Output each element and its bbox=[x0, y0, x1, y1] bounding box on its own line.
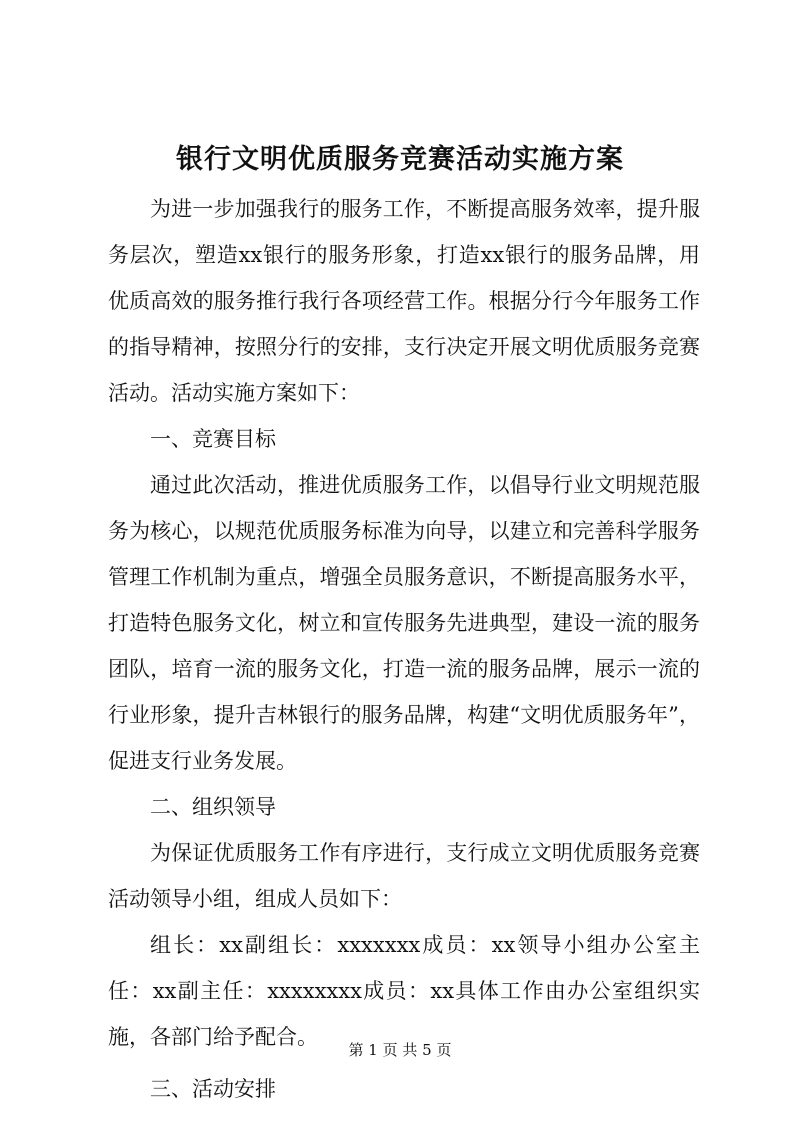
document-title: 银行文明优质服务竞赛活动实施方案 bbox=[176, 144, 624, 175]
organization-paragraph: 为保证优质服务工作有序进行，支行成立文明优质服务竞赛活动领导小组，组成人员如下： bbox=[108, 841, 700, 911]
goals-paragraph: 通过此次活动，推进优质服务工作，以倡导行业文明规范服务为核心，以规范优质服务标准为向导，以建立和完善科学服务管理工作机制为重点，增强全员服务意识，不断提高服务水平，打造特色服务文化，树立和宣传服务先进典型，建设一流的服务团队，培育一流的服务文化，打造一流的服务品牌，展示一流的行业形象，提升吉林银行的服务品牌，构建“文明优质服务年”，促进支行业务发展。 bbox=[108, 473, 700, 773]
section-heading-organization: 二、组织领导 bbox=[150, 795, 276, 819]
document-body bbox=[108, 186, 700, 1112]
intro-paragraph: 为进一步加强我行的服务工作，不断提高服务效率，提升服务层次，塑造xx银行的服务形象，打造xx银行的服务品牌，用优质高效的服务推行我行各项经营工作。根据分行今年服务工作的指导精神，按照分行的安排，支行决定开展文明优质服务竞赛活动。活动实施方案如下： bbox=[108, 197, 700, 405]
members-paragraph: 组长：xx副组长：xxxxxxx成员：xx领导小组办公室主任：xx副主任：xxxxxxxx成员：xx具体工作由办公室组织实施，各部门给予配合。 bbox=[108, 933, 700, 1049]
section-heading-goals: 一、竞赛目标 bbox=[150, 427, 276, 451]
section-heading-schedule: 三、活动安排 bbox=[150, 1077, 276, 1101]
page-footer: 第 1 页 共 5 页 bbox=[348, 1041, 452, 1059]
